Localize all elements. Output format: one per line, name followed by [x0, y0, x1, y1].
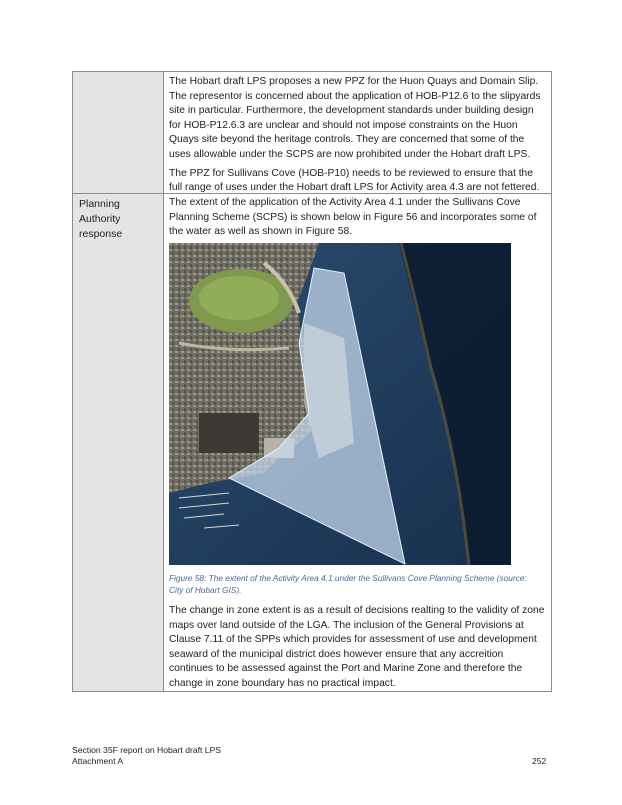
footer-report-title: Section 35F report on Hobart draft LPS [72, 745, 222, 755]
response-intro [169, 196, 547, 240]
page-number: 252 [532, 756, 547, 766]
label-column [73, 72, 164, 691]
figure-caption: Figure 58: The extent of the Activity Area 4.1 under the Sullivans Cove Planning Scheme (source: City of Hobart GIS). [169, 573, 527, 595]
activity-area-map-image [169, 243, 511, 565]
response-intro-text: The extent of the application of the Activity Area 4.1 under the Sullivans Cove Planning Scheme (SCPS) is shown below in Figure 56 and incorporates some of the water as well as shown in Figure 58. [169, 197, 537, 238]
representation-paragraph-2: The PPZ for Sullivans Cove (HOB-P10) needs to be reviewed to ensure that the full range of uses under the Hobart draft LPS for Activity area 4.3 are not fettered. [169, 167, 540, 194]
representation-paragraph-1: The Hobart draft LPS proposes a new PPZ for the Huon Quays and Domain Slip. The representor is concerned about the application of HOB-P12.6 to the slipyards site in particular. Furthermore, the development standards under building design for HOB-P12.6.3 are unclear and should not impose constraints on the Huon Quays site beyond the heritage controls. They are concerned that some of the uses allowable under the SCPS are now prohibited under the Hobart draft LPS. [169, 76, 541, 160]
row-label-planning-authority-response: Planning Authority response [79, 198, 123, 240]
response-conclusion [169, 604, 547, 692]
page-footer [72, 745, 221, 767]
footer-attachment: Attachment A [72, 756, 124, 766]
response-table [72, 71, 552, 692]
representation-summary-cell [169, 75, 547, 196]
response-conclusion-text: The change in zone extent is as a result of decisions realting to the validity of zone maps over land outside of the LGA. The inclusion of the General Provisions at Clause 7.11 of the SPPs which provides for assessment of use and development seaward of the municipal district does however ensure that any accreition continues to be assessed against the Port and Marine Zone and therefore the change in zone boundary has no practical impact. [169, 605, 545, 689]
